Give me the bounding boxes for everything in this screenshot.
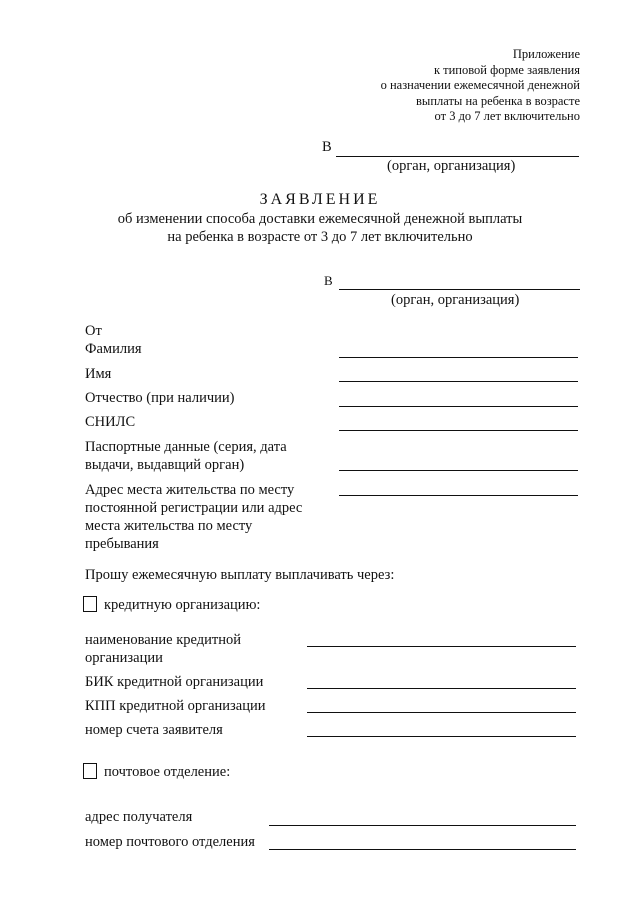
snils-field[interactable] [339, 430, 578, 431]
post-office-option-label: почтовое отделение: [104, 764, 231, 780]
bank-name-field[interactable] [307, 646, 576, 647]
account-label: номер счета заявителя [85, 722, 223, 738]
appendix-line: Приложение [512, 47, 580, 61]
account-field[interactable] [307, 736, 576, 737]
surname-field[interactable] [339, 357, 578, 358]
document-subtitle-line2: на ребенка в возрасте от 3 до 7 лет включительно [167, 229, 473, 245]
address-label-line3: места жительства по месту [85, 518, 253, 534]
document-subtitle-line1: об изменении способа доставки ежемесячной денежной выплаты [117, 211, 523, 227]
bik-field[interactable] [307, 688, 576, 689]
document-title: ЗАЯВЛЕНИЕ [259, 191, 381, 208]
address-label-line2: постоянной регистрации или адрес [85, 500, 303, 516]
post-office-number-field[interactable] [269, 849, 576, 850]
appendix-line: выплаты на ребенка в возрасте [416, 93, 580, 108]
recipient-prefix-second: В [324, 273, 333, 288]
surname-label: Фамилия [85, 341, 142, 357]
recipient-prefix: В [322, 139, 332, 155]
request-text: Прошу ежемесячную выплату выплачивать через: [85, 567, 395, 583]
recipient-address-label: адрес получателя [85, 809, 193, 825]
name-field[interactable] [339, 381, 578, 382]
name-label: Имя [85, 366, 112, 382]
address-field[interactable] [339, 495, 578, 496]
recipient-org-field-second[interactable] [339, 289, 580, 290]
credit-org-checkbox[interactable] [83, 596, 97, 612]
recipient-org-field[interactable] [336, 156, 579, 157]
appendix-line: от 3 до 7 лет включительно [434, 109, 580, 123]
patronymic-label: Отчество (при наличии) [85, 390, 235, 406]
patronymic-field[interactable] [339, 406, 578, 407]
kpp-label: КПП кредитной организации [85, 698, 266, 714]
bik-label: БИК кредитной организации [85, 674, 264, 690]
recipient-address-field[interactable] [269, 825, 576, 826]
passport-label-line1: Паспортные данные (серия, дата [85, 439, 287, 455]
post-office-checkbox[interactable] [83, 763, 97, 779]
appendix-line: к типовой форме заявления [433, 62, 580, 77]
from-label: От [85, 323, 102, 339]
post-office-number-label: номер почтового отделения [85, 834, 255, 850]
address-label-line1: Адрес места жительства по месту [85, 482, 295, 498]
recipient-caption: (орган, организация) [387, 158, 516, 174]
snils-label: СНИЛС [85, 414, 136, 430]
credit-org-option-label: кредитную организацию: [104, 597, 261, 613]
passport-field[interactable] [339, 470, 578, 471]
address-label-line4: пребывания [85, 536, 159, 552]
bank-name-label-line1: наименование кредитной [85, 632, 242, 648]
recipient-caption-second: (орган, организация) [391, 292, 520, 308]
appendix-header [260, 47, 580, 125]
kpp-field[interactable] [307, 712, 576, 713]
appendix-line: о назначении ежемесячной денежной [380, 78, 580, 92]
bank-name-label-line2: организации [85, 650, 163, 666]
passport-label-line2: выдачи, выдавщий орган) [85, 457, 245, 473]
